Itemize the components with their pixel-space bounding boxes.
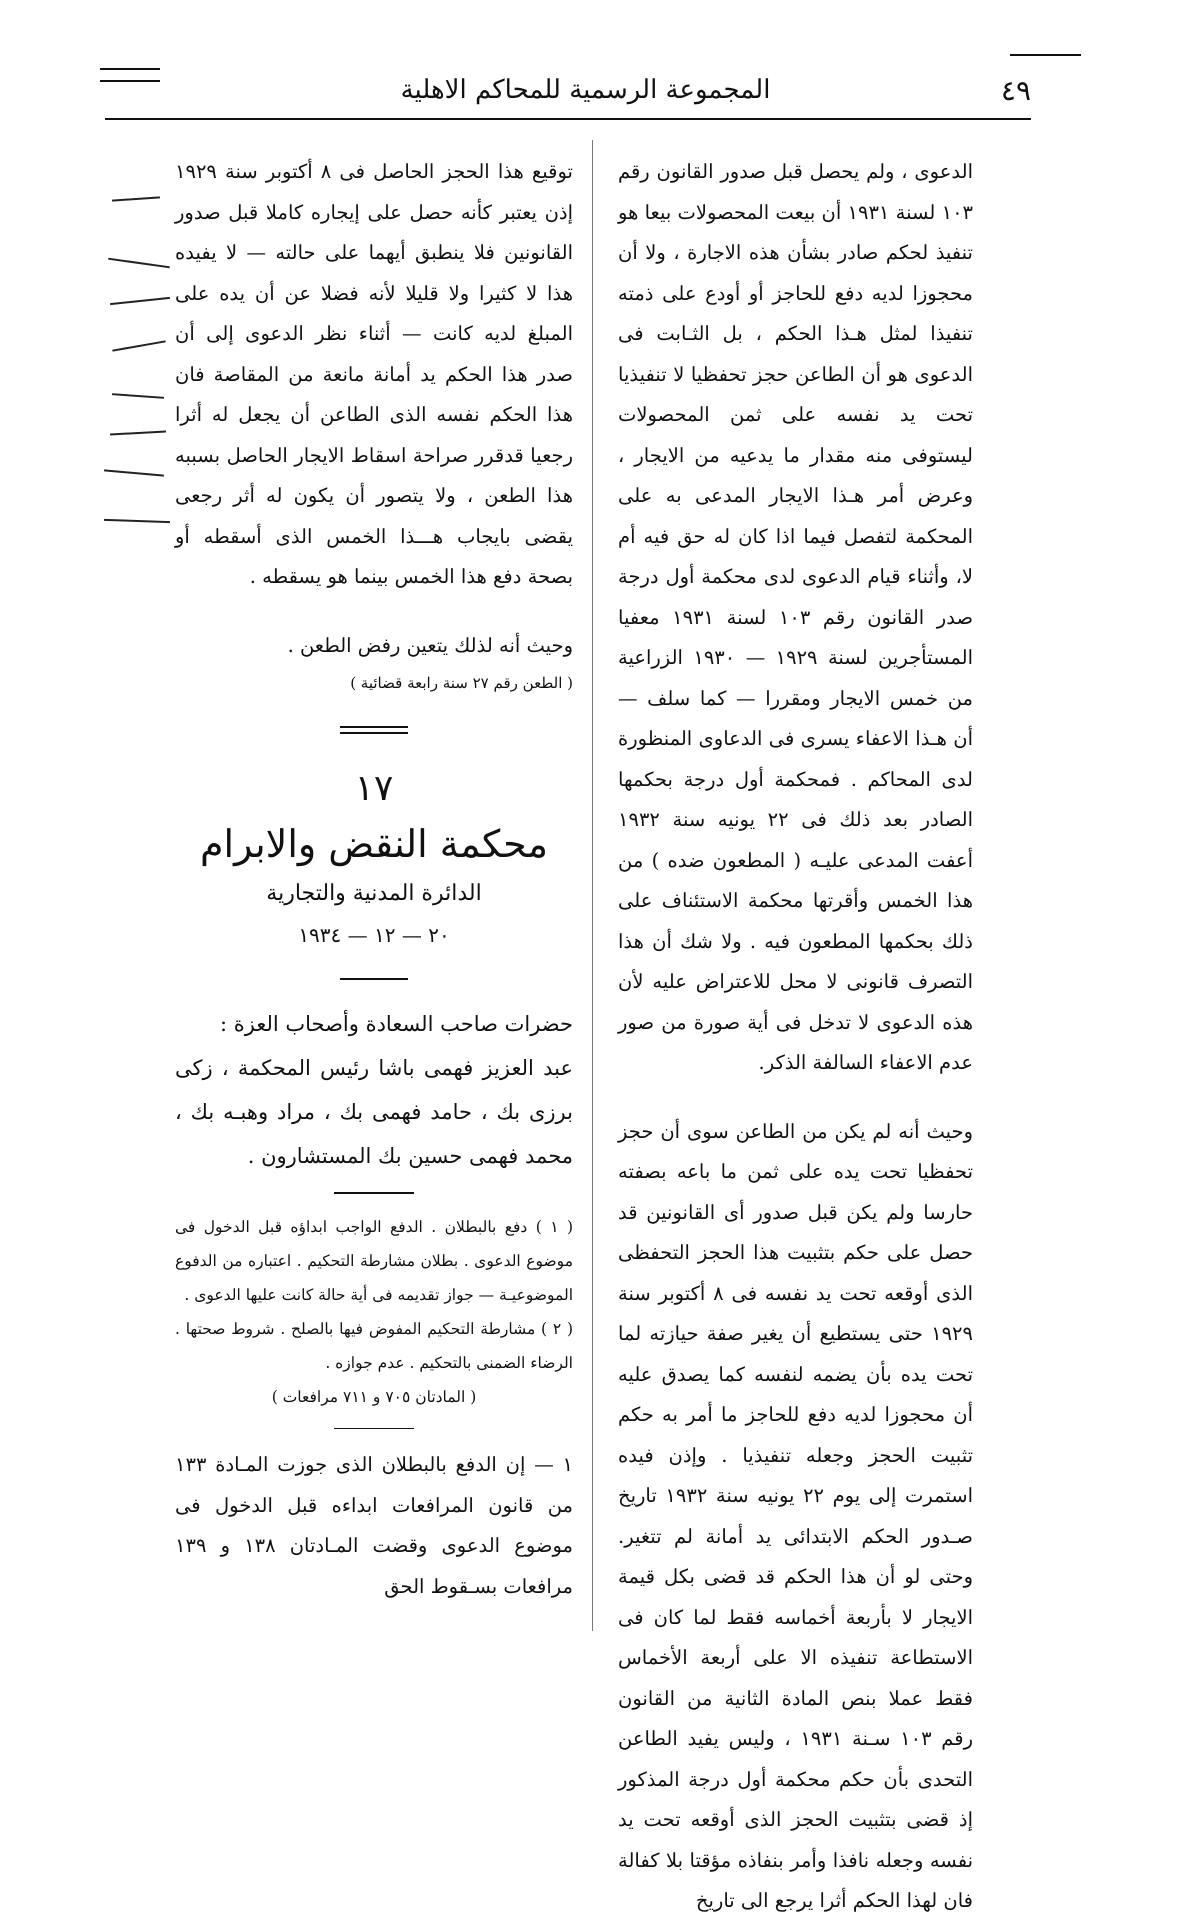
headnote-summary: ( ١ ) دفع بالبطلان . الدفع الواجب ابداؤه قبل الدخول فى موضوع الدعوى . بطلان مشارطة التحكيم . اعتباره من الدفوع الموضوعيـة — جواز تقديمه فى أية حالة كانت عليها الدعوى . <box>175 1217 573 1304</box>
left-column <box>175 152 573 1607</box>
footnote-divider <box>334 1192 414 1194</box>
divider <box>340 978 408 980</box>
body-paragraph: وحيث أنه لذلك يتعين رفض الطعن . <box>287 633 573 657</box>
margin-stroke <box>112 393 164 399</box>
judgment-date: ٢٠ — ١٢ — ١٩٣٤ <box>298 923 450 947</box>
margin-stroke <box>104 519 170 523</box>
header-rule-right <box>1010 54 1081 56</box>
section-divider <box>340 726 408 734</box>
appeal-reference: ( الطعن رقم ٢٧ سنة رابعة قضائية ) <box>350 674 573 692</box>
statute-reference: ( المادتان ٧٠٥ و ٧١١ مرافعات ) <box>271 1387 477 1406</box>
court-name: محكمة النقض والابرام <box>200 822 548 866</box>
case-number: ١٧ <box>354 768 394 809</box>
page-header <box>140 70 1031 110</box>
margin-stroke <box>108 258 170 269</box>
running-title: المجموعة الرسمية للمحاكم الاهلية <box>400 75 771 105</box>
body-paragraph: وحيث أنه لم يكن من الطاعن سوى أن حجز تحفظيا تحت يده على ثمن ما باعه بصفته حارسا ولم يكن قبل صدور أى القانونين قد حصل على حكم بتثبيت هذا الحجز التحفظى الذى أوقعه تحت يد نفسه فى ٨ أكتوبر سنة ١٩٢٩ حتى يستطيع أن يغير صفة حيازته لما تحت يده بأن يضمه لنفسه كما يصدق عليه أن محجوزا لديه دفع للحاجز ما أمر به حكم تثبيت الحجز وجعله تنفيذيا . وإذن فيده استمرت إلى يوم ٢٢ يونيه سنة ١٩٣٢ تاريخ صـدور الحكم الابتدائى يد أمانة لم تتغير. وحتى لو أن هذا الحكم قد قضى بكل قيمة الايجار لا بأربعة أخماسه فقط لما كان فى الاستطاعة تنفيذه الا على أربعة الأخماس فقط عملا بنص المادة الثانية من القانون رقم ١٠٣ سـنة ١٩٣١ ، وليس يفيد الطاعن التحدى بأن حكم محكمة أول درجة المذكور إذ قضى بتثبيت الحجز الذى أوقعه تحت يد نفسه وجعله نافذا وأمر بنفاذه مؤقتا بلا كفالة فان لهذا الحكم أثرا يرجع الى تاريخ <box>618 1119 974 1912</box>
presence-heading: حضرات صاحب السعادة وأصحاب العزة : <box>219 1012 573 1036</box>
right-column <box>618 152 973 1922</box>
footnote-divider <box>334 1428 414 1430</box>
margin-stroke <box>110 431 166 436</box>
margin-stroke <box>104 469 164 476</box>
page-number: ٤٩ <box>1000 74 1031 107</box>
margin-stroke <box>112 340 166 351</box>
margin-stroke <box>110 297 170 305</box>
header-rule <box>105 118 1031 120</box>
body-paragraph: توقيع هذا الحجز الحاصل فى ٨ أكتوبر سنة ١٩٢٩ إذن يعتبر كأنه حصل على إيجاره كاملا قبل صدور القانونين فلا ينطبق أيهما على حالته — لا يفيده هذا لا كثيرا ولا قليلا لأنه فضلا عن أن يده على المبلغ لديه كانت — أثناء نظر الدعوى إلى أن صدر هذا الحكم يد أمانة مانعة من المقاصة فان هذا الحكم نفسه الذى الطاعن أن يجعل له أثرا رجعيا قدقرر صراحة اسقاط الايجار الحاصل بسببه هذا الطعن ، ولا يتصور أن يكون له أثر رجعى يقضى بايجاب هـــذا الخمس الذى أسقطه أو بصحة دفع هذا الخمس بينما هو يسقطه . <box>175 160 573 588</box>
column-divider <box>592 140 593 1631</box>
body-paragraph: الدعوى ، ولم يحصل قبل صدور القانون رقم ١٠٣ لسنة ١٩٣١ أن بيعت المحصولات بيعا هو تنفيذ لحكم صادر بشأن هذه الاجارة ، ولا أن محجوزا لديه دفع للحاجز أو أودع على ذمته تنفيذا لمثل هـذا الحكم ، بل الثـابت فى الدعوى هو أن الطاعن حجز تحفظيا لا تنفيذيا تحت يد نفسه على ثمن المحصولات ليستوفى منه مقدار ما يدعيه من الايجار ، وعرض أمر هـذا الايجار المدعى به على المحكمة لتفصل فيما اذا كان له حق فيه أم لا، وأثناء قيام الدعوى لدى محكمة أول درجة صدر القانون رقم ١٠٣ لسنة ١٩٣١ معفيا المستأجرين لسنة ١٩٢٩ — ١٩٣٠ الزراعية من خمس الايجار ومقررا — كما سلف — أن هـذا الاعفاء يسرى فى الدعاوى المنظورة لدى المحاكم . فمحكمة أول درجة بحكمها الصادر بعد ذلك فى ٢٢ يونيه سنة ١٩٣٢ أعفت المدعى عليـه ( المطعون ضده ) من هذا الخمس وأقرتها محكمة الاستئناف على ذلك بحكمها المطعون فيه . ولا شك أن هذا التصرف قانونى لا محل للاعتراض عليه لأن هذه الدعوى لا تدخل فى أية صورة من صور عدم الاعفاء السالفة الذكر. <box>618 160 974 1074</box>
circuit-name: الدائرة المدنية والتجارية <box>266 881 482 906</box>
headnote-summary: ( ٢ ) مشارطة التحكيم المفوض فيها بالصلح . شروط صحتها . الرضاء الضمنى بالتحكيم . عدم جوازه . <box>175 1319 573 1372</box>
headnote-paragraph: ١ — إن الدفع بالبطلان الذى جوزت المـادة ١٣٣ من قانون المرافعات ابداءه قبل الدخول فى موضوع الدعوى وقضت المـادتان ١٣٨ و ١٣٩ مرافعات بسـقوط الحق <box>175 1453 573 1598</box>
margin-stroke <box>112 196 160 201</box>
judges-list: عبد العزيز فهمى باشا رئيس المحكمة ، زكى برزى بك ، حامد فهمى بك ، مراد وهبـه بك ، محمد فهمى حسين بك المستشارون . <box>175 1056 573 1168</box>
